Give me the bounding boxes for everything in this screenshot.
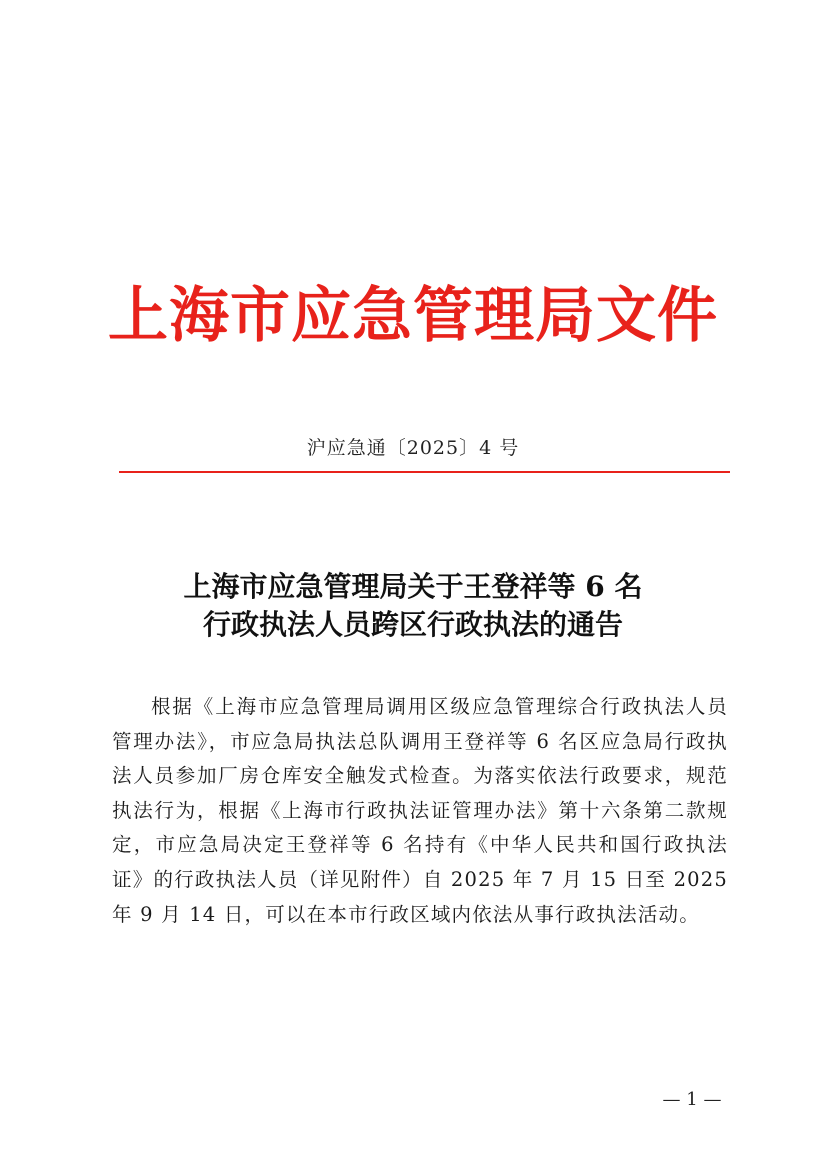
red-separator-line	[119, 471, 730, 473]
notice-title-line-1: 上海市应急管理局关于王登祥等 6 名	[183, 570, 643, 603]
masthead-title: 上海市应急管理局文件	[108, 281, 718, 351]
notice-title	[0, 568, 826, 644]
body-paragraph: 根据《上海市应急管理局调用区级应急管理综合行政执法人员管理办法》，市应急局执法总队调用王登祥等 6 名区应急局行政执法人员参加厂房仓库安全触发式检查。为落实依法行政要求，规范执法行为，根据《上海市行政执法证管理办法》第十六条第二款规定，市应急局决定王登祥等 6 名持有《中华人民共和国行政执法证》的行政执法人员（详见附件）自 2025 年 7 月 15 日至 2025 年 9 月 14 日，可以在本市行政区域内依法从事行政执法活动。	[112, 695, 728, 926]
document-number: 沪应急通〔2025〕4 号	[306, 437, 520, 459]
notice-title-line-2: 行政执法人员跨区行政执法的通告	[202, 608, 623, 641]
page-number: — 1 —	[662, 1089, 722, 1110]
